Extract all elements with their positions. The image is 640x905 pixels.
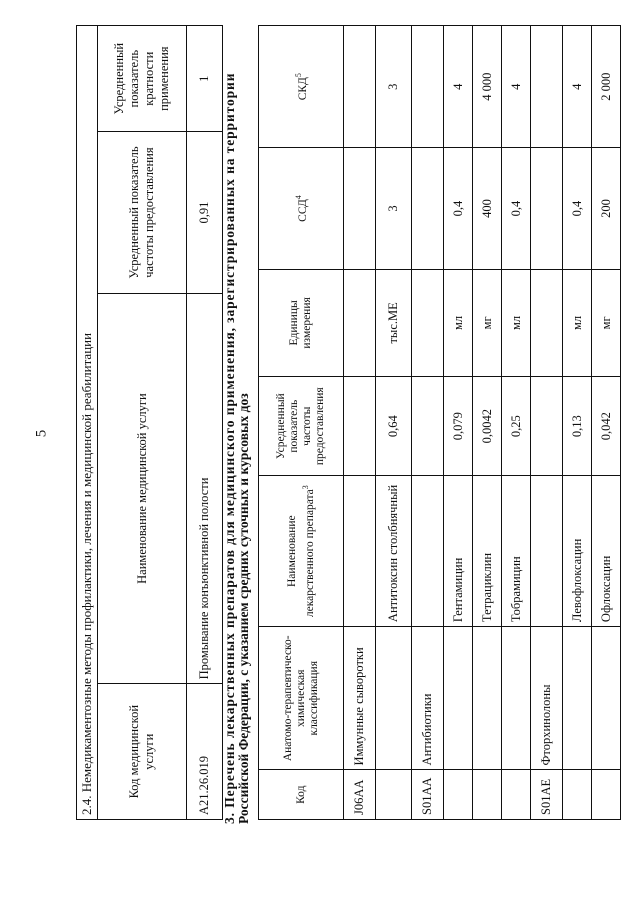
page-number: 5 <box>33 429 50 438</box>
header-multiplicity: Усредненный показатель кратности применения <box>98 26 187 132</box>
drug-name: Левофлоксацин <box>563 476 592 627</box>
drug-unit: мг <box>592 269 621 377</box>
header-skd: СКД$^5$ <box>259 26 344 148</box>
table-row <box>563 26 592 820</box>
atc-code: S01AA <box>412 770 444 820</box>
header-code: Код <box>259 770 344 820</box>
group-frequency <box>412 377 444 476</box>
table-row-group <box>531 26 563 820</box>
table-row-group <box>344 26 376 820</box>
drug-name: Тобрамицин <box>502 476 531 627</box>
atc-class: Антибиотики <box>412 627 444 770</box>
service-name: Промывание конъюнктивной полости <box>187 293 223 684</box>
table-row <box>502 26 531 820</box>
section-3-heading-line1: 3. Перечень лекарственных препаратов для медицинского применения, зарегистрированных на территории <box>222 72 237 824</box>
non-drug-methods-table <box>76 25 223 820</box>
atc-code: J06AA <box>344 770 376 820</box>
drug-skd: 4 <box>563 26 592 148</box>
header-atc-classification: Анатомо-терапевтическо-химическая классификация <box>259 627 344 770</box>
drug-unit: мл <box>444 269 473 377</box>
table-row <box>473 26 502 820</box>
table-row <box>444 26 473 820</box>
header-service-name: Наименование медицинской услуги <box>98 293 187 684</box>
drug-skd: 4 <box>502 26 531 148</box>
drug-frequency: 0,0042 <box>473 377 502 476</box>
group-frequency <box>531 377 563 476</box>
table-row <box>592 26 621 820</box>
drugs-table <box>258 25 621 820</box>
drug-unit: мл <box>502 269 531 377</box>
drug-skd: 4 000 <box>473 26 502 148</box>
table-row <box>376 26 412 820</box>
drug-frequency: 0,042 <box>592 377 621 476</box>
drug-name: Гентамицин <box>444 476 473 627</box>
drug-skd: 2 000 <box>592 26 621 148</box>
drug-name: Офлоксацин <box>592 476 621 627</box>
drug-ssd: 400 <box>473 148 502 269</box>
drug-frequency: 0,64 <box>376 377 412 476</box>
drug-frequency: 0,13 <box>563 377 592 476</box>
drug-ssd: 200 <box>592 148 621 269</box>
section-3-heading <box>223 24 251 824</box>
service-frequency: 0,91 <box>187 132 223 293</box>
drug-ssd: 0,4 <box>502 148 531 269</box>
atc-class: Иммунные сыворотки <box>344 627 376 770</box>
header-drug-name: Наименование лекарственного препарата$^3$ <box>259 476 344 627</box>
table-row-group <box>412 26 444 820</box>
section-2-4-caption: 2.4. Немедикаментозные методы профилактики, лечения и медицинской реабилитации <box>77 26 98 820</box>
drug-name: Тетрациклин <box>473 476 502 627</box>
drug-frequency: 0,25 <box>502 377 531 476</box>
group-frequency <box>344 377 376 476</box>
drug-skd: 3 <box>376 26 412 148</box>
drug-frequency: 0,079 <box>444 377 473 476</box>
table-row <box>187 26 223 820</box>
header-frequency: Усредненный показатель частоты предоставления <box>98 132 187 293</box>
header-service-code: Код медицинской услуги <box>98 684 187 820</box>
header-ssd: ССД$^4$ <box>259 148 344 269</box>
header-frequency: Усредненный показатель частоты предоставления <box>259 377 344 476</box>
drug-unit: тыс.МЕ <box>376 269 412 377</box>
drug-skd: 4 <box>444 26 473 148</box>
drug-unit: мг <box>473 269 502 377</box>
drug-name: Антитоксин столбнячный <box>376 476 412 627</box>
drug-ssd: 0,4 <box>563 148 592 269</box>
drug-ssd: 0,4 <box>444 148 473 269</box>
drug-unit: мл <box>563 269 592 377</box>
atc-class: Фторхинолоны <box>531 627 563 770</box>
atc-code: S01AE <box>531 770 563 820</box>
header-units: Единицы измерения <box>259 269 344 377</box>
service-multiplicity: 1 <box>187 26 223 132</box>
service-code: A21.26.019 <box>187 684 223 820</box>
section-3-heading-line2: Российской Федерации, с указанием средних суточных и курсовых доз <box>236 393 251 824</box>
drug-ssd: 3 <box>376 148 412 269</box>
